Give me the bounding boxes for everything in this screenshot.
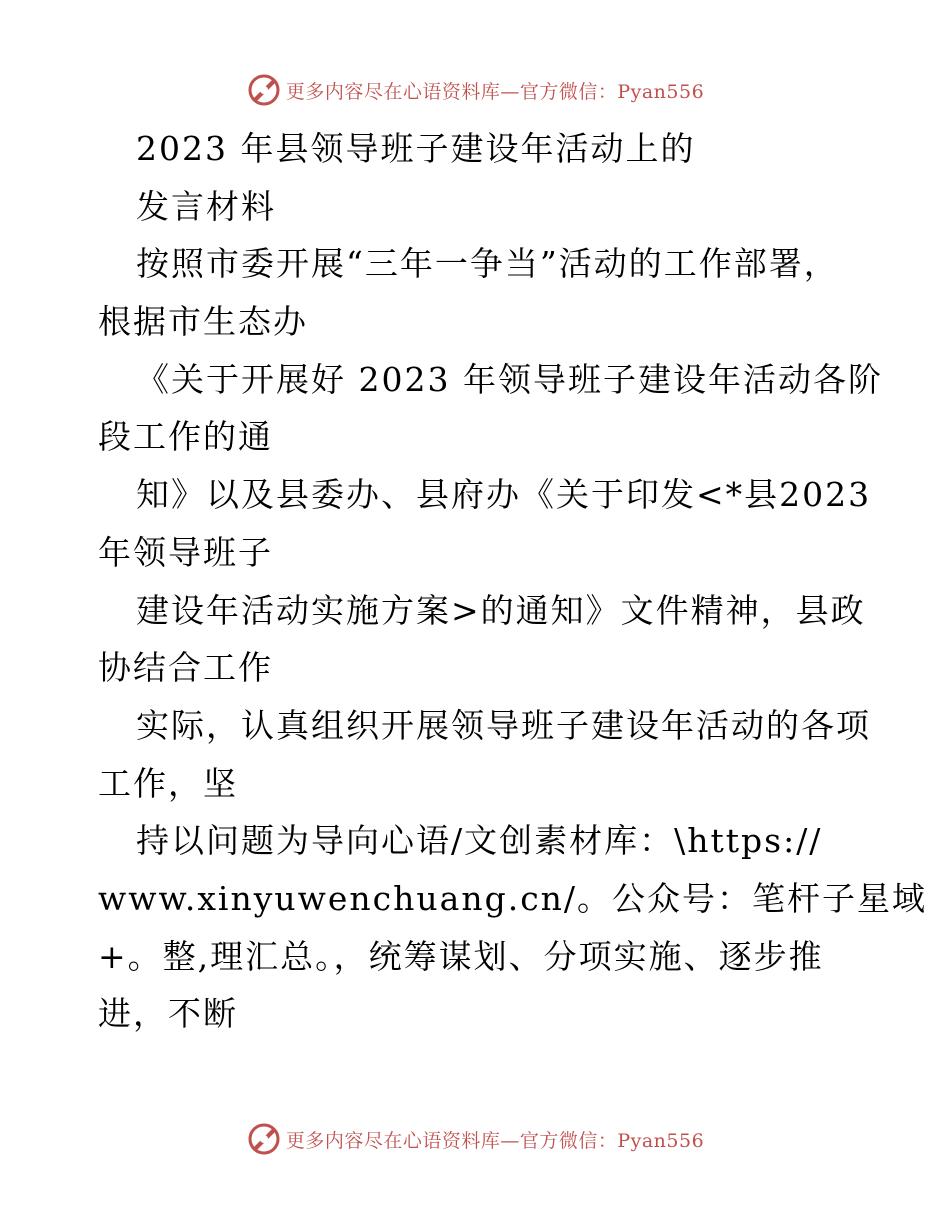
watermark-text: 更多内容尽在心语资料库—官方微信：Pyan556: [285, 80, 705, 103]
paragraph-line: 实际，认真组织开展领导班子建设年活动的各项: [136, 705, 871, 745]
paragraph-line: 年领导班子: [98, 532, 273, 572]
pen-circle-logo-icon: [246, 72, 282, 108]
paragraph-line: +。整,理汇总。，统筹谋划、分项实施、逐步推: [98, 936, 824, 976]
paragraph-line: 工作，坚: [98, 763, 238, 803]
title-line-2: 发言材料: [136, 186, 276, 226]
paragraph-line: 段工作的通: [98, 417, 273, 457]
paragraph-line: 知》以及县委办、县府办《关于印发<*县2023: [136, 475, 872, 515]
pen-circle-logo-icon: [246, 1121, 282, 1157]
footer-watermark: [0, 1119, 950, 1159]
paragraph-line: 建设年活动实施方案>的通知》文件精神，县政: [136, 590, 866, 630]
document-body: [98, 120, 928, 1043]
paragraph-line: 《关于开展好 2023 年领导班子建设年活动各阶: [136, 359, 883, 399]
paragraph-line: www.xinyuwenchuang.cn/。公众号：笔杆子星域: [98, 878, 928, 918]
paragraph-line: 协结合工作: [98, 648, 273, 688]
header-watermark: [0, 70, 950, 110]
paragraph-line: 按照市委开展“三年一争当”活动的工作部署，: [136, 244, 839, 284]
paragraph-line: 进，不断: [98, 994, 238, 1034]
title-line-1: 2023 年县领导班子建设年活动上的: [136, 129, 696, 168]
paragraph-line: 持以问题为导向心语/文创素材库：\https://: [136, 821, 823, 861]
watermark-text: 更多内容尽在心语资料库—官方微信：Pyan556: [285, 1129, 705, 1152]
paragraph-line: 根据市生态办: [98, 302, 308, 342]
